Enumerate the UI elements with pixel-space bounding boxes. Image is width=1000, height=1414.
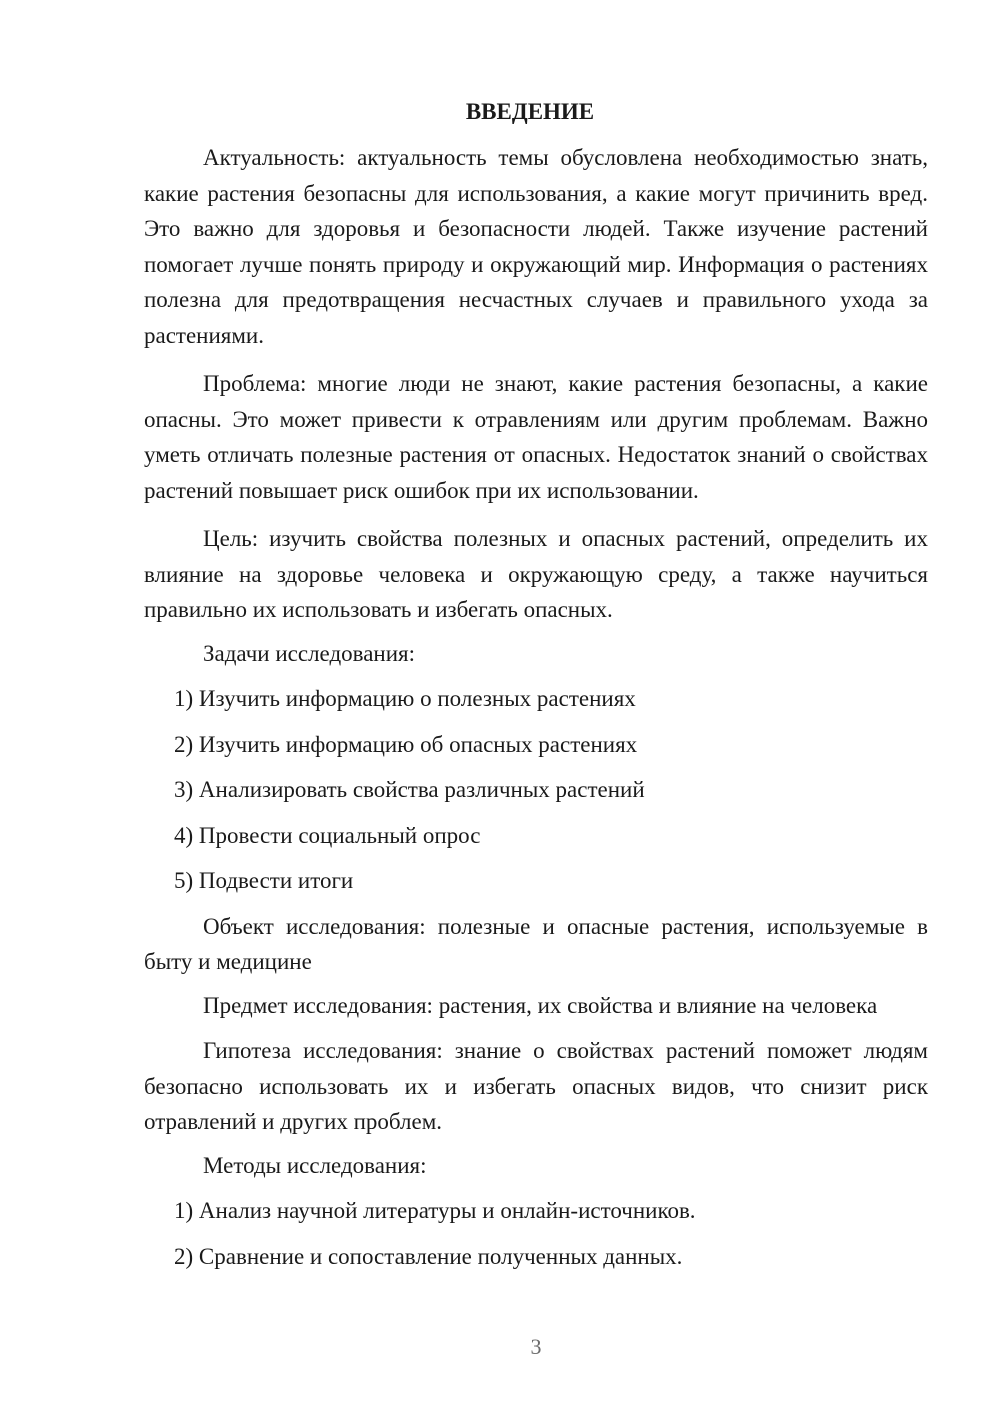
task-item: 5) Подвести итоги <box>174 868 354 893</box>
method-item: 1) Анализ научной литературы и онлайн-источников. <box>174 1198 696 1223</box>
task-item: 2) Изучить информацию об опасных растениях <box>174 731 638 757</box>
page-content <box>144 94 928 1284</box>
task-item: 3) Анализировать свойства различных растений <box>174 777 645 802</box>
method-item: 2) Сравнение и сопоставление полученных данных. <box>174 1243 683 1269</box>
section-title: ВВЕДЕНИЕ <box>465 99 595 124</box>
task-item: 4) Провести социальный опрос <box>174 822 481 848</box>
page-number: 3 <box>530 1334 542 1359</box>
tasks-list <box>144 681 928 899</box>
object-paragraph: Объект исследования: полезные и опасные растения, используемые в быту и медицине <box>144 913 928 974</box>
methods-list <box>144 1193 928 1274</box>
relevance-paragraph: Актуальность: актуальность темы обусловлена необходимостью знать, какие растения безопасны для использования, а какие могут причинить вред. Это важно для здоровья и безопасности людей. Также изучение растений помогает лучше понять природу и окружающий мир. Информация о растениях полезна для предотвращения несчастных случаев и правильного ухода за растениями. <box>144 145 928 348</box>
task-item: 1) Изучить информацию о полезных растениях <box>174 686 636 711</box>
subject-paragraph: Предмет исследования: растения, их свойства и влияние на человека <box>203 992 878 1018</box>
tasks-label: Задачи исследования: <box>203 640 416 666</box>
problem-paragraph: Проблема: многие люди не знают, какие растения безопасны, а какие опасны. Это может привести к отравлениям или другим проблемам. Важно уметь отличать полезные растения от опасных. Недостаток знаний о свойствах растений повышает риск ошибок при их использовании. <box>144 371 928 503</box>
methods-label: Методы исследования: <box>203 1152 427 1178</box>
hypothesis-paragraph: Гипотеза исследования: знание о свойствах растений поможет людям безопасно использовать их и избегать опасных видов, что снизит риск отравлений и других проблем. <box>144 1038 928 1134</box>
goal-paragraph: Цель: изучить свойства полезных и опасных растений, определить их влияние на здоровье человека и окружающую среду, а также научиться правильно их использовать и избегать опасных. <box>144 526 928 622</box>
